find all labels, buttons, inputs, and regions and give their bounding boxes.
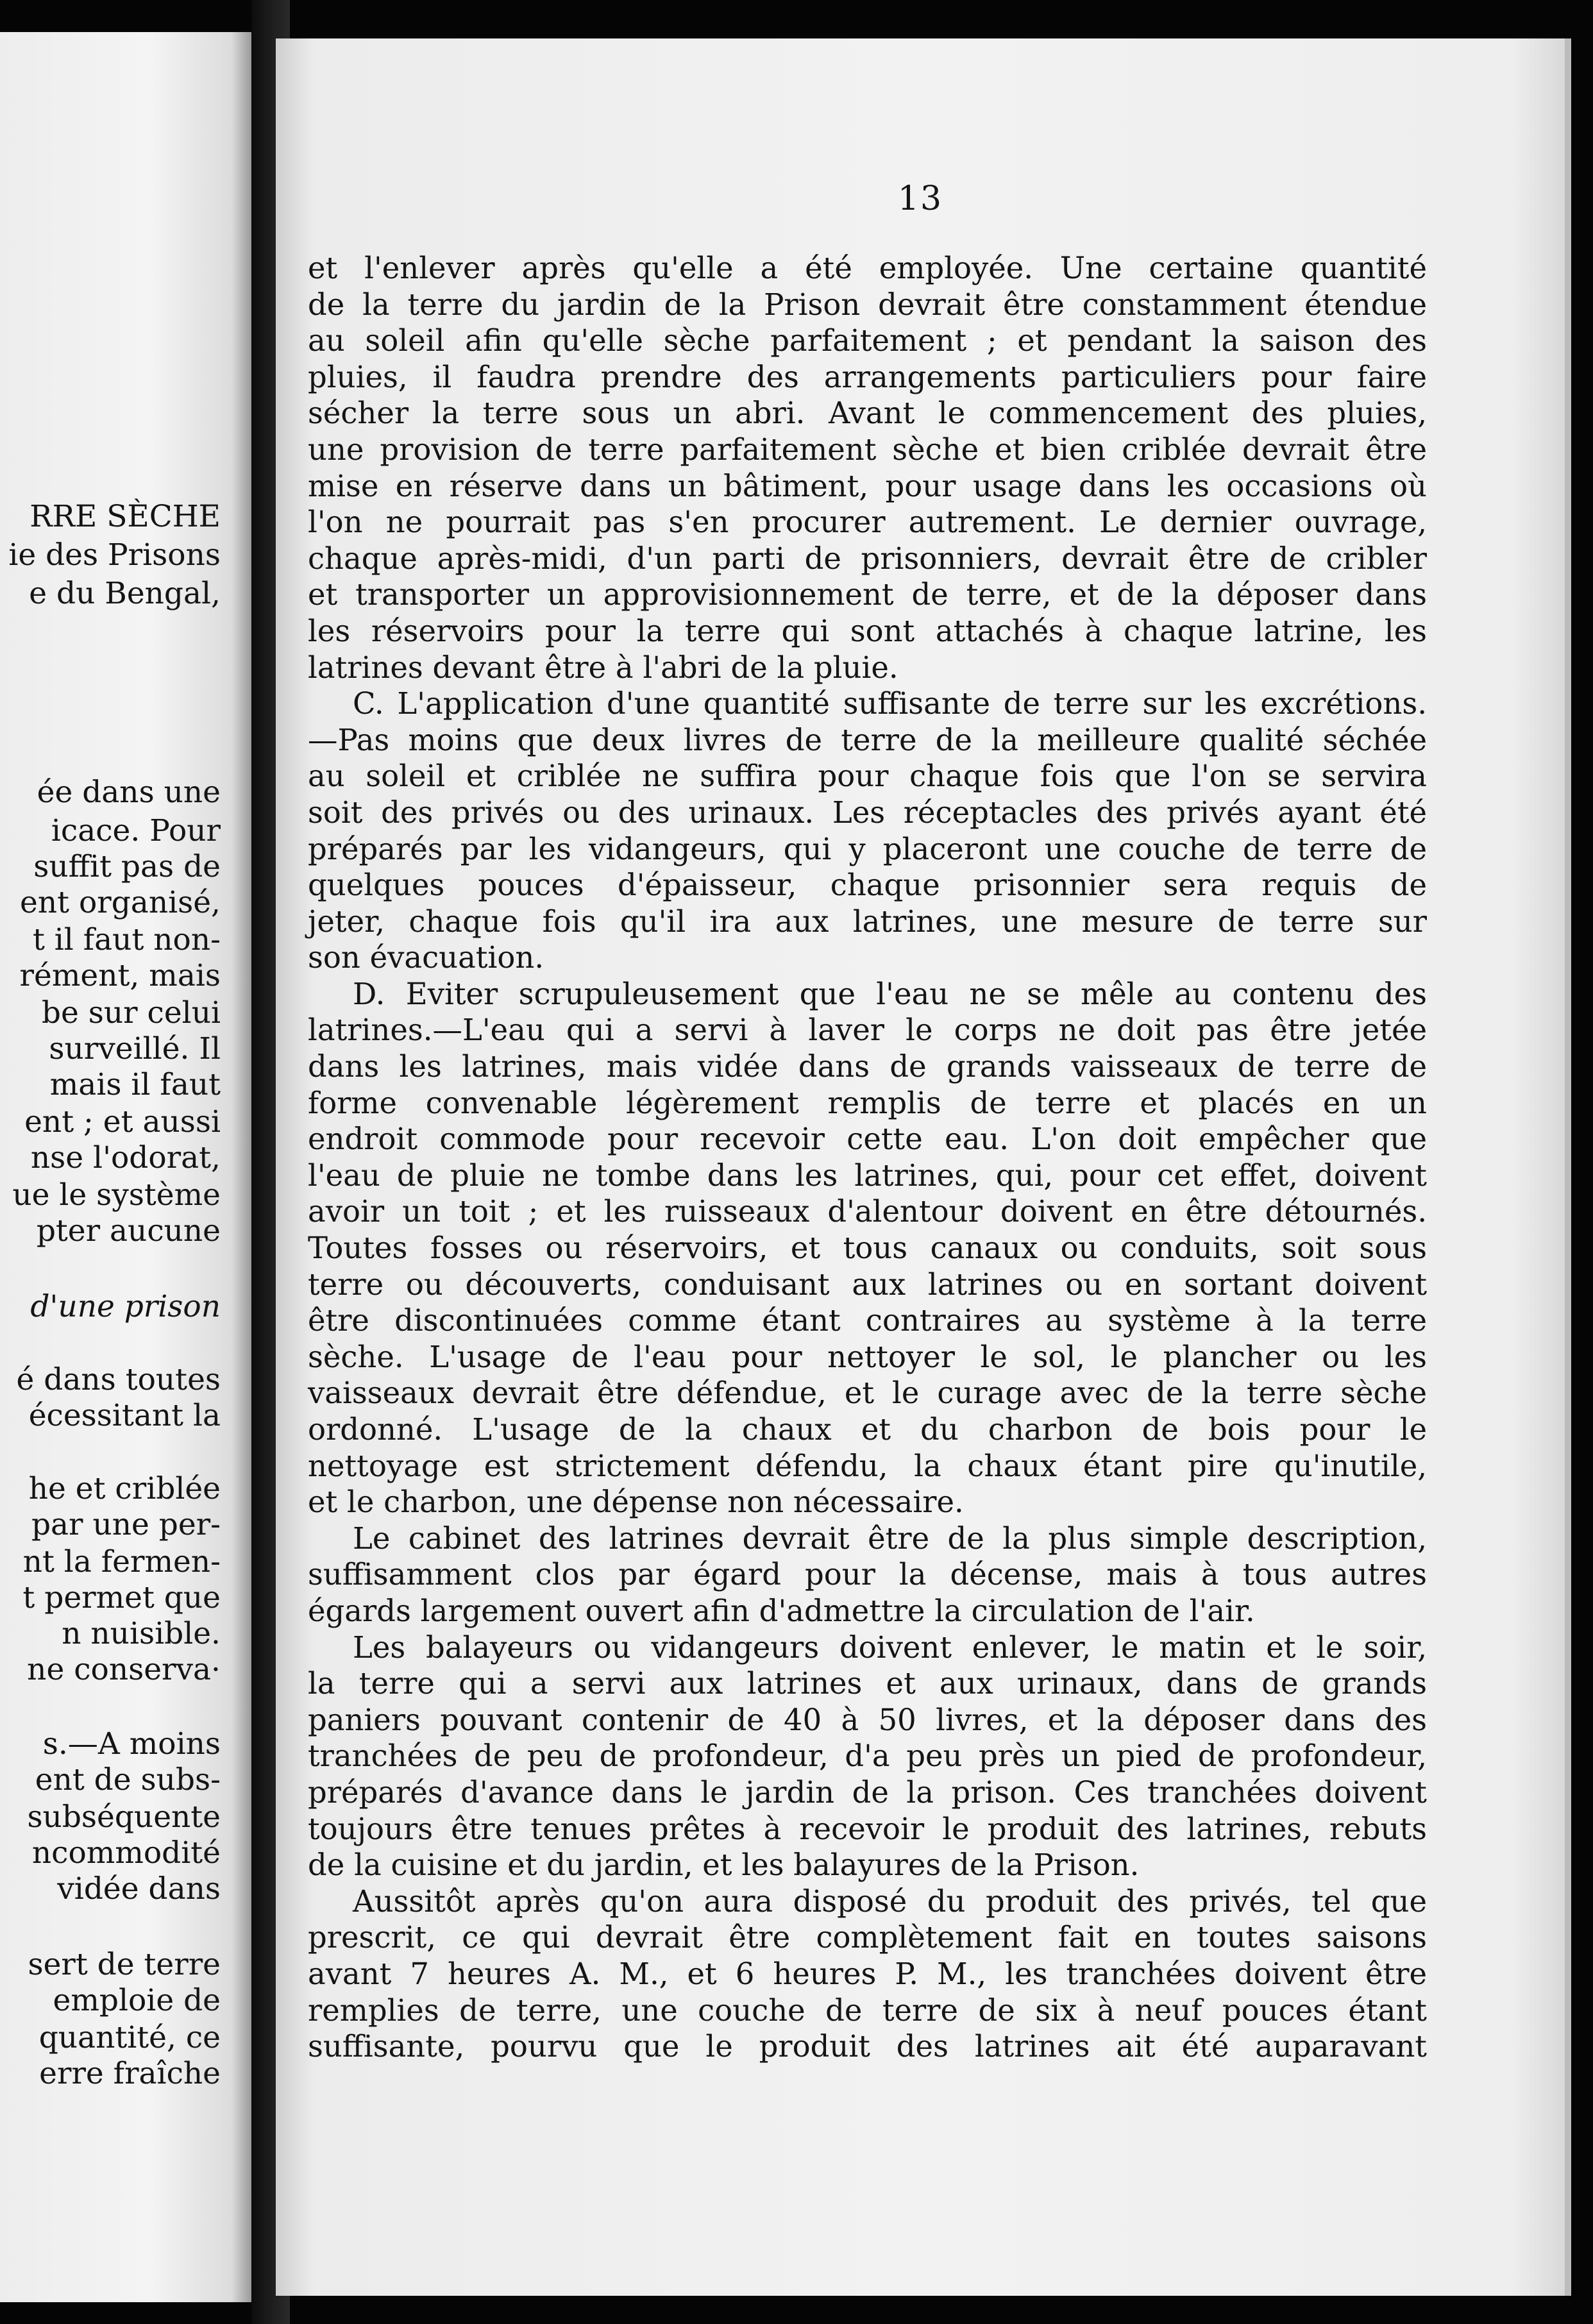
left-fragment-line: nt la fermen-: [22, 1544, 221, 1579]
left-fragment-line: ée dans une: [37, 775, 221, 810]
text-line: dans les latrines, mais vidée dans de grands vaisseaux de terre de: [308, 1049, 1427, 1084]
left-fragment-line: be sur celui: [41, 995, 221, 1031]
text-line: prescrit, ce qui devrait être complètement fait en toutes saisons: [308, 1920, 1427, 1955]
left-fragment-line: RRE SÈCHE: [30, 499, 221, 534]
text-line: au soleil et criblée ne suffira pour chaque fois que l'on se servira: [308, 759, 1427, 794]
text-line: égards largement ouvert afin d'admettre la circulation de l'air.: [308, 1593, 1255, 1628]
text-line: Toutes fosses ou réservoirs, et tous canaux ou conduits, soit sous: [308, 1231, 1427, 1266]
left-fragment-line: suffit pas de: [33, 849, 221, 884]
text-line: endroit commode pour recevoir cette eau. L'on doit empêcher que: [308, 1122, 1427, 1157]
left-fragment-line: ent de subs-: [35, 1762, 221, 1798]
text-line: de la cuisine et du jardin, et les balayures de la Prison.: [308, 1848, 1140, 1883]
text-line: préparés d'avance dans le jardin de la prison. Ces tranchées doivent: [308, 1774, 1427, 1810]
paragraph-c-heading: C. L'application d'une quantité suffisante de terre sur les excrétions.: [353, 686, 1427, 721]
text-line: pluies, il faudra prendre des arrangements particuliers pour faire: [308, 359, 1427, 394]
text-line: mise en réserve dans un bâtiment, pour usage dans les occasions où: [308, 468, 1427, 503]
left-fragment-line: ent organisé,: [20, 885, 221, 920]
left-fragment-line: icace. Pour: [51, 813, 221, 848]
page: [276, 38, 1565, 2296]
left-fragment-line: t permet que: [22, 1580, 221, 1615]
text-line: remplies de terre, une couche de terre de six à neuf pouces étant: [308, 1992, 1427, 2028]
text-line: suffisamment clos par égard pour la décense, mais à tous autres: [308, 1557, 1427, 1592]
left-fragment-line: subséquente: [27, 1799, 221, 1835]
left-fragment-line: rément, mais: [19, 958, 221, 993]
left-fragment-line: ne conserva·: [27, 1652, 221, 1687]
left-fragment-line: erre fraîche: [39, 2056, 221, 2091]
text-line: avoir un toit ; et les ruisseaux d'alentour doivent en être détournés.: [308, 1194, 1427, 1229]
text-line: son évacuation.: [308, 940, 544, 975]
left-fragment-line: n nuisible.: [62, 1616, 221, 1651]
text-line: toujours être tenues prêtes à recevoir le produit des latrines, rebuts: [308, 1811, 1427, 1846]
text-line: sèche. L'usage de l'eau pour nettoyer le sol, le plancher ou les: [308, 1339, 1427, 1374]
text-line: les réservoirs pour la terre qui sont attachés à chaque latrine, les: [308, 613, 1427, 648]
text-line: et l'enlever après qu'elle a été employée. Une certaine quantité: [308, 251, 1427, 285]
page-number: 13: [897, 180, 943, 218]
text-line: —Pas moins que deux livres de terre de la meilleure qualité séchée: [308, 722, 1427, 757]
left-fragment-line: he et criblée: [28, 1471, 221, 1506]
text-line: au soleil afin qu'elle sèche parfaitement ; et pendant la saison des: [308, 323, 1427, 358]
text-line: forme convenable légèrement remplis de terre et placés en un: [308, 1085, 1427, 1120]
left-fragment-line: emploie de: [53, 1983, 221, 2018]
left-fragment-line: nse l'odorat,: [30, 1140, 221, 1175]
text-line: chaque après-midi, d'un parti de prisonniers, devrait être de cribler: [308, 541, 1427, 576]
page-edge: [1565, 38, 1571, 2296]
left-fragment-line: ue le système: [12, 1177, 221, 1213]
text-line: paniers pouvant contenir de 40 à 50 livres, et la déposer dans des: [308, 1702, 1427, 1737]
left-fragment-line: quantité, ce: [38, 2020, 221, 2055]
text-line: quelques pouces d'épaisseur, chaque prisonnier sera requis de: [308, 868, 1427, 903]
left-fragment-line: ent ; et aussi: [24, 1104, 221, 1140]
text-line: sécher la terre sous un abri. Avant le commencement des pluies,: [308, 396, 1427, 431]
text-line: latrines.—L'eau qui a servi à laver le corps ne doit pas être jetée: [308, 1013, 1427, 1048]
text-line: Les balayeurs ou vidangeurs doivent enlever, le matin et le soir,: [353, 1629, 1427, 1665]
text-line: la terre qui a servi aux latrines et aux urinaux, dans de grands: [308, 1666, 1427, 1701]
left-fragment-line: vidée dans: [57, 1871, 221, 1907]
text-line: être discontinuées comme étant contraires au système à la terre: [308, 1303, 1427, 1338]
text-line: terre ou découverts, conduisant aux latrines ou en sortant doivent: [308, 1267, 1427, 1302]
paragraph-d-heading: D. Eviter scrupuleusement que l'eau ne se mêle au contenu des: [353, 976, 1427, 1011]
text-line: suffisante, pourvu que le produit des latrines ait été auparavant: [308, 2029, 1427, 2064]
text-line: de la terre du jardin de la Prison devrait être constamment étendue: [308, 287, 1427, 322]
page-body-text: [308, 250, 1427, 2065]
left-fragment-line: e du Bengal,: [29, 576, 221, 611]
text-line: Le cabinet des latrines devrait être de la plus simple description,: [353, 1520, 1427, 1556]
text-line: vaisseaux devrait être défendue, et le curage avec de la terre sèche: [308, 1376, 1427, 1411]
text-line: l'on ne pourrait pas s'en procurer autrement. Le dernier ouvrage,: [308, 505, 1427, 540]
text-line: tranchées de peu de profondeur, d'a peu près un pied de profondeur,: [308, 1739, 1427, 1774]
left-fragment-line: é dans toutes: [16, 1362, 221, 1397]
text-line: avant 7 heures A. M., et 6 heures P. M., les tranchées doivent être: [308, 1956, 1427, 1991]
left-fragment-line: sert de terre: [28, 1947, 221, 1982]
text-line: une provision de terre parfaitement sèche et bien criblée devrait être: [308, 432, 1427, 467]
text-line: et le charbon, une dépense non nécessaire.: [308, 1485, 964, 1520]
previous-page-fragment: [0, 32, 251, 2302]
left-fragment-line: par une per-: [31, 1507, 221, 1542]
left-fragment-line: pter aucune: [36, 1213, 221, 1249]
text-line: Aussitôt après qu'on aura disposé du produit des privés, tel que: [353, 1883, 1427, 1919]
text-line: l'eau de pluie ne tombe dans les latrines, qui, pour cet effet, doivent: [308, 1158, 1427, 1193]
left-fragment-line: d'une prison: [30, 1289, 221, 1324]
left-fragment-line: ie des Prisons: [8, 537, 221, 573]
left-fragment-line: surveillé. Il: [49, 1031, 221, 1066]
left-fragment-line: écessitant la: [28, 1398, 221, 1433]
text-line: jeter, chaque fois qu'il ira aux latrines, une mesure de terre sur: [308, 904, 1427, 939]
text-line: latrines devant être à l'abri de la pluie.: [308, 650, 898, 685]
left-fragment-line: ncommodité: [31, 1835, 221, 1871]
text-line: préparés par les vidangeurs, qui y placeront une couche de terre de: [308, 831, 1427, 866]
left-fragment-line: mais il faut: [49, 1067, 221, 1102]
text-line: soit des privés ou des urinaux. Les réceptacles des privés ayant été: [308, 795, 1427, 830]
text-line: et transporter un approvisionnement de terre, et de la déposer dans: [308, 577, 1427, 612]
text-line: nettoyage est strictement défendu, la chaux étant pire qu'inutile,: [308, 1448, 1427, 1483]
left-fragment-line: t il faut non-: [32, 922, 221, 957]
text-line: ordonné. L'usage de la chaux et du charbon de bois pour le: [308, 1412, 1427, 1447]
left-fragment-line: s.—A moins: [42, 1726, 221, 1762]
